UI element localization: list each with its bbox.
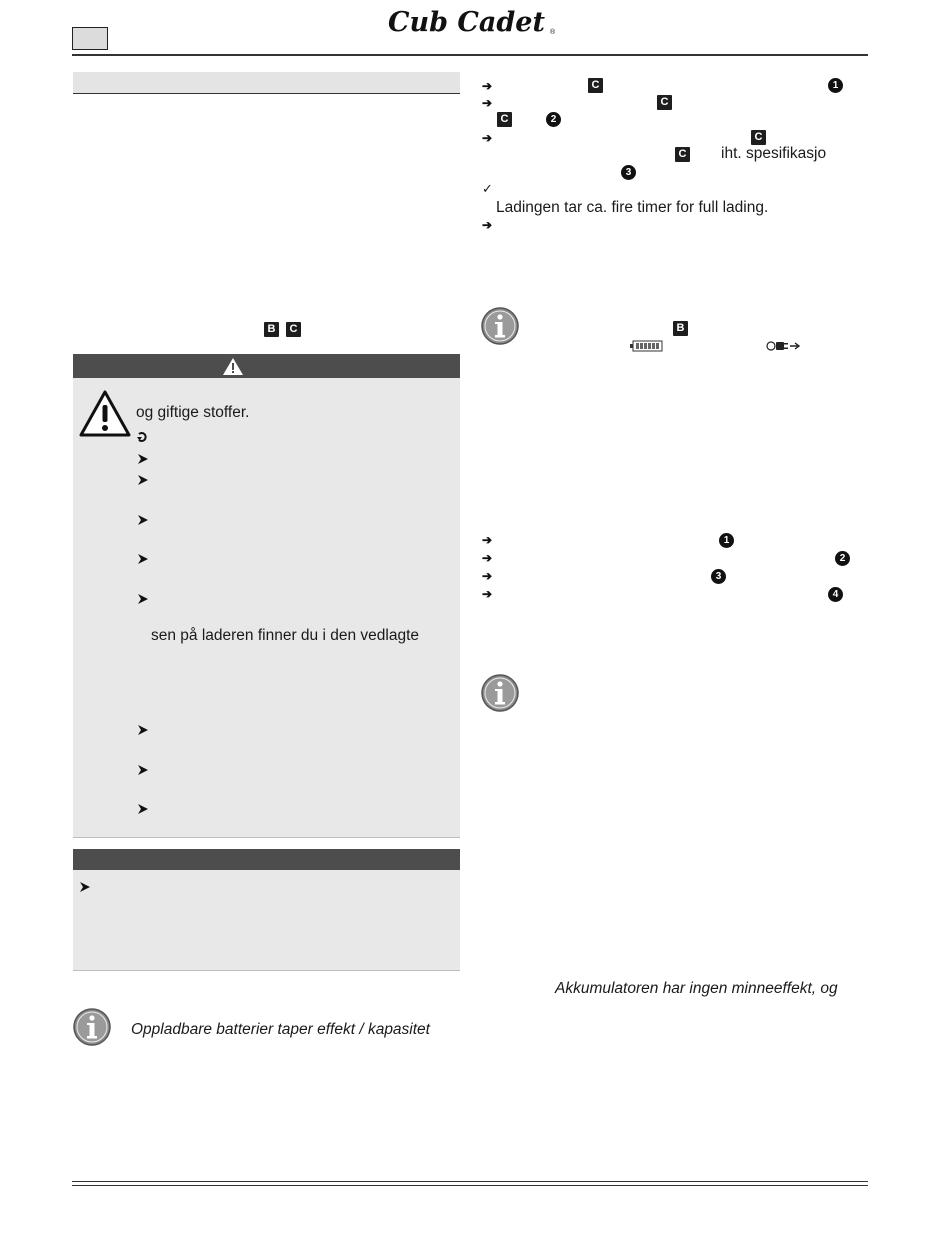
callout-number: 2	[546, 112, 561, 127]
badge-c: C	[588, 78, 603, 93]
bullet-icon	[137, 724, 149, 736]
arrow-right-icon: ➔	[482, 218, 493, 232]
charge-time-text: Ladingen tar ca. fire timer for full lading.	[496, 199, 769, 216]
bullet-icon	[137, 474, 149, 486]
battery-icon	[630, 340, 663, 352]
warning-text: og giftige stoffer.	[136, 404, 250, 421]
callout-number: 2	[835, 551, 850, 566]
memory-effect-text: Akkumulatoren har ingen minneeffekt, og	[555, 980, 838, 997]
badge-c: C	[286, 322, 301, 337]
bullet-icon	[137, 553, 149, 565]
callout-number: 1	[828, 78, 843, 93]
arrow-right-icon: ➔	[482, 587, 493, 601]
arrow-right-icon: ➔	[482, 79, 493, 93]
badge-c: C	[751, 130, 766, 145]
return-arrow-icon	[137, 431, 149, 443]
callout-number: 1	[719, 533, 734, 548]
arrow-right-icon: ➔	[482, 96, 493, 110]
brand-logo	[386, 4, 558, 38]
check-icon: ✓	[482, 181, 493, 196]
page-number-box	[72, 27, 108, 50]
info-icon	[480, 306, 520, 346]
info-icon	[72, 1007, 112, 1047]
bullet-icon	[137, 453, 149, 465]
bullet-icon	[137, 593, 149, 605]
arrow-right-icon: ➔	[482, 533, 493, 547]
bullet-icon	[137, 803, 149, 815]
callout-number: 3	[711, 569, 726, 584]
badge-c: C	[497, 112, 512, 127]
arrow-right-icon: ➔	[482, 551, 493, 565]
callout-number: 4	[828, 587, 843, 602]
callout-number: 3	[621, 165, 636, 180]
bullet-icon	[79, 881, 91, 893]
info-icon	[480, 673, 520, 713]
badge-c: C	[675, 147, 690, 162]
charger-text: sen på laderen finner du i den vedlagte	[151, 627, 420, 644]
badge-b: B	[673, 321, 688, 336]
note-bar	[73, 849, 460, 870]
note-italic-text: Oppladbare batterier taper effekt / kapasitet	[131, 1021, 430, 1038]
warning-triangle-icon	[79, 390, 131, 437]
warning-bar	[73, 354, 460, 378]
bullet-icon	[137, 764, 149, 776]
badge-c: C	[657, 95, 672, 110]
arrow-right-icon: ➔	[482, 569, 493, 583]
footer-rule	[72, 1181, 868, 1186]
svg-text:®: ®	[550, 29, 556, 36]
warning-bar-icon	[222, 357, 244, 376]
warning-panel	[73, 354, 460, 838]
header-rule	[72, 54, 868, 56]
plug-icon	[766, 340, 800, 352]
section-header	[73, 72, 460, 94]
arrow-right-icon: ➔	[482, 131, 493, 145]
badge-b: B	[264, 322, 279, 337]
bullet-icon	[137, 514, 149, 526]
brand-logo-text: Cub Cadet	[388, 7, 545, 38]
spec-text: iht. spesifikasjo	[721, 145, 827, 162]
